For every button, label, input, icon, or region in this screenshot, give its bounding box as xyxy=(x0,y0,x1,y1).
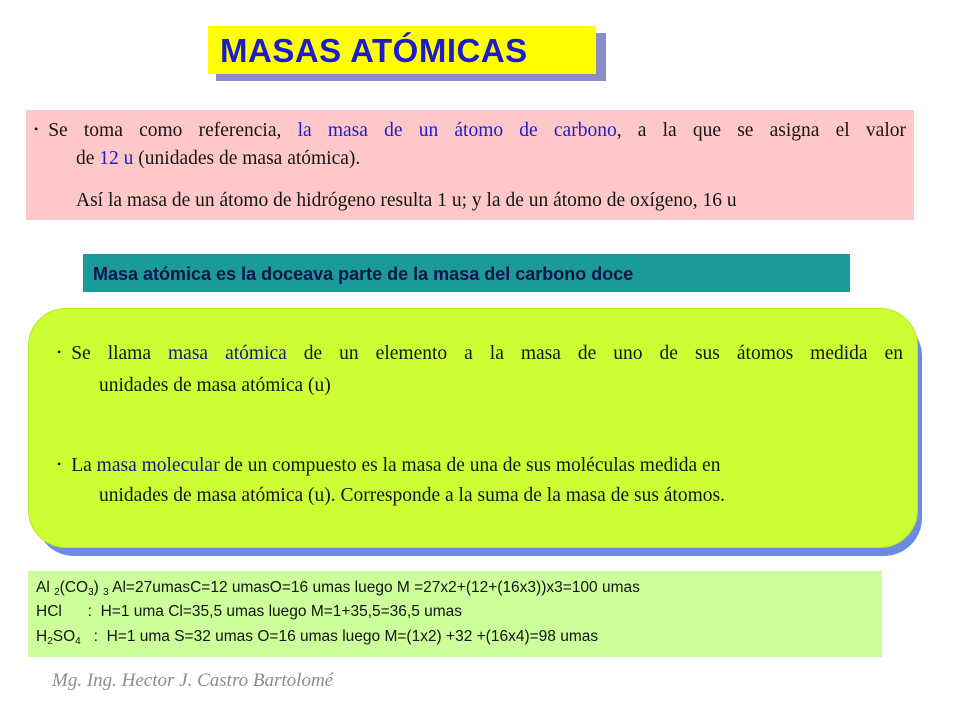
molecular-mass-term: masa molecular xyxy=(96,455,220,476)
reference-box xyxy=(26,110,914,220)
definition-banner: Masa atómica es la doceava parte de la masa del carbono doce xyxy=(83,254,850,292)
author-signature: Mg. Ing. Hector J. Castro Bartolomé xyxy=(52,670,334,691)
reference-highlight: la masa de un átomo de carbono xyxy=(297,120,617,141)
formula-hcl: HCl : H=1 uma Cl=35,5 umas luego M=1+35,5=36,5 umas xyxy=(36,603,463,620)
bullet-icon: • xyxy=(34,122,39,136)
page-title: MASAS ATÓMICAS xyxy=(208,26,596,74)
definitions-box xyxy=(28,308,918,548)
atomic-mass-term: masa atómica xyxy=(168,343,287,364)
bullet-icon: • xyxy=(57,345,62,359)
atomic-mass-definition: • Se llama masa atómica de un elemento a la masa de uno de sus átomos medida en xyxy=(57,343,903,364)
formula-examples xyxy=(28,571,882,657)
reference-line-2: de 12 u (unidades de masa atómica). xyxy=(76,148,361,169)
molecular-mass-definition: • La masa molecular de un compuesto es la masa de una de sus moléculas medida en xyxy=(57,455,721,476)
formula-al2co33: Al $_2(CO_3)$ $_3$ Al=27umasC=12 umasO=16 umas luego M =27x2+(12+(16x3))x3=100 umas xyxy=(36,579,640,598)
reference-value: 12 u xyxy=(99,148,134,169)
bullet-icon: • xyxy=(57,457,62,471)
formula-h2so4: $H_2SO_4$ : H=1 uma S=32 umas O=16 umas luego M=(1x2) +32 +(16x4)=98 umas xyxy=(36,628,599,647)
molecular-mass-definition-line-2: unidades de masa atómica (u). Corresponde a la suma de la masa de sus átomos. xyxy=(99,485,725,506)
atomic-mass-definition-line-2: unidades de masa atómica (u) xyxy=(99,375,331,396)
reference-line-1: • Se toma como referencia, la masa de un átomo de carbono, a la que se asigna el valor xyxy=(34,120,906,141)
reference-line-3: Así la masa de un átomo de hidrógeno resulta 1 u; y la de un átomo de oxígeno, 16 u xyxy=(76,190,737,211)
